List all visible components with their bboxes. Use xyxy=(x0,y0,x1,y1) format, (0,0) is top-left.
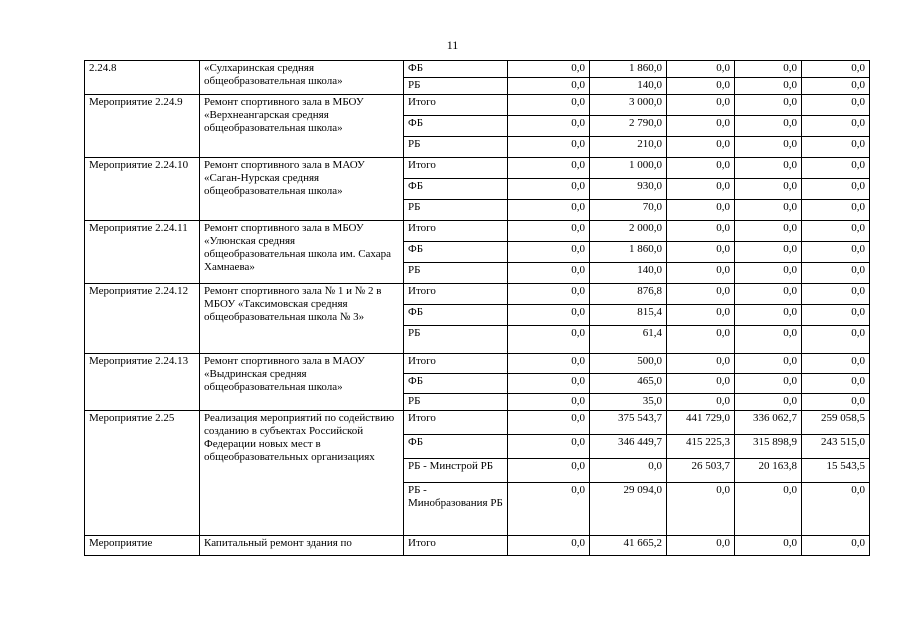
budget-table xyxy=(84,60,870,556)
amount-cell: 0,0 xyxy=(667,179,735,200)
amount-cell: 0,0 xyxy=(735,200,802,221)
measure-code-cell: Мероприятие 2.24.13 xyxy=(85,354,200,411)
amount-cell: 336 062,7 xyxy=(735,411,802,435)
amount-cell: 0,0 xyxy=(735,305,802,326)
funding-source-cell: Итого xyxy=(404,95,508,116)
amount-cell: 0,0 xyxy=(508,116,590,137)
funding-source-cell: Итого xyxy=(404,221,508,242)
amount-cell: 375 543,7 xyxy=(590,411,667,435)
amount-cell: 0,0 xyxy=(667,284,735,305)
amount-cell: 0,0 xyxy=(667,263,735,284)
amount-cell: 0,0 xyxy=(735,284,802,305)
amount-cell: 0,0 xyxy=(802,95,870,116)
amount-cell: 0,0 xyxy=(802,284,870,305)
funding-source-cell: РБ xyxy=(404,137,508,158)
amount-cell: 0,0 xyxy=(802,354,870,374)
amount-cell: 0,0 xyxy=(667,483,735,536)
measure-code-cell: Мероприятие 2.24.9 xyxy=(85,95,200,158)
amount-cell: 243 515,0 xyxy=(802,435,870,459)
amount-cell: 0,0 xyxy=(802,61,870,78)
table-row xyxy=(85,536,870,556)
amount-cell: 0,0 xyxy=(590,459,667,483)
amount-cell: 0,0 xyxy=(802,116,870,137)
amount-cell: 0,0 xyxy=(802,78,870,95)
funding-source-cell: Итого xyxy=(404,284,508,305)
amount-cell: 930,0 xyxy=(590,179,667,200)
measure-description-cell: Капитальный ремонт здания по xyxy=(200,536,404,556)
amount-cell: 0,0 xyxy=(508,263,590,284)
funding-source-cell: Итого xyxy=(404,411,508,435)
amount-cell: 0,0 xyxy=(802,374,870,394)
amount-cell: 140,0 xyxy=(590,78,667,95)
amount-cell: 210,0 xyxy=(590,137,667,158)
table-row xyxy=(85,411,870,435)
amount-cell: 0,0 xyxy=(802,158,870,179)
measure-description-cell: Ремонт спортивного зала № 1 и № 2 в МБОУ «Таксимовская средняя общеобразовательная школа № 3» xyxy=(200,284,404,354)
amount-cell: 0,0 xyxy=(508,354,590,374)
amount-cell: 0,0 xyxy=(667,305,735,326)
table-row xyxy=(85,158,870,179)
amount-cell: 0,0 xyxy=(508,394,590,411)
amount-cell: 0,0 xyxy=(667,326,735,354)
measure-code-cell: 2.24.8 xyxy=(85,61,200,95)
amount-cell: 3 000,0 xyxy=(590,95,667,116)
amount-cell: 0,0 xyxy=(802,221,870,242)
amount-cell: 0,0 xyxy=(735,221,802,242)
amount-cell: 0,0 xyxy=(667,374,735,394)
amount-cell: 0,0 xyxy=(508,95,590,116)
amount-cell: 0,0 xyxy=(802,263,870,284)
funding-source-cell: Итого xyxy=(404,158,508,179)
amount-cell: 876,8 xyxy=(590,284,667,305)
amount-cell: 0,0 xyxy=(802,536,870,556)
funding-source-cell: Итого xyxy=(404,354,508,374)
amount-cell: 0,0 xyxy=(508,435,590,459)
amount-cell: 0,0 xyxy=(802,394,870,411)
amount-cell: 1 860,0 xyxy=(590,242,667,263)
amount-cell: 0,0 xyxy=(735,374,802,394)
amount-cell: 70,0 xyxy=(590,200,667,221)
amount-cell: 0,0 xyxy=(735,78,802,95)
amount-cell: 0,0 xyxy=(667,200,735,221)
measure-description-cell: Ремонт спортивного зала в МАОУ «Саган-Нурская средняя общеобразовательная школа» xyxy=(200,158,404,221)
amount-cell: 0,0 xyxy=(667,116,735,137)
amount-cell: 0,0 xyxy=(735,242,802,263)
table-row xyxy=(85,61,870,78)
funding-source-cell: Итого xyxy=(404,536,508,556)
amount-cell: 2 790,0 xyxy=(590,116,667,137)
amount-cell: 0,0 xyxy=(802,179,870,200)
measure-code-cell: Мероприятие 2.24.12 xyxy=(85,284,200,354)
amount-cell: 26 503,7 xyxy=(667,459,735,483)
measure-description-cell: Реализация мероприятий по содействию созданию в субъектах Российской Федерации новых мест в общеобразовательных организациях xyxy=(200,411,404,536)
funding-source-cell: РБ xyxy=(404,326,508,354)
amount-cell: 0,0 xyxy=(667,354,735,374)
measure-code-cell: Мероприятие xyxy=(85,536,200,556)
amount-cell: 500,0 xyxy=(590,354,667,374)
amount-cell: 140,0 xyxy=(590,263,667,284)
funding-source-cell: ФБ xyxy=(404,179,508,200)
amount-cell: 0,0 xyxy=(508,242,590,263)
amount-cell: 0,0 xyxy=(802,305,870,326)
amount-cell: 0,0 xyxy=(802,200,870,221)
amount-cell: 0,0 xyxy=(735,354,802,374)
amount-cell: 0,0 xyxy=(508,78,590,95)
amount-cell: 0,0 xyxy=(508,536,590,556)
amount-cell: 0,0 xyxy=(735,116,802,137)
amount-cell: 0,0 xyxy=(735,536,802,556)
measure-description-cell: Ремонт спортивного зала в МБОУ «Верхнеангарская средняя общеобразовательная школа» xyxy=(200,95,404,158)
measure-description-cell: Ремонт спортивного зала в МБОУ «Улюнская средняя общеобразовательная школа им. Сахара Хамнаева» xyxy=(200,221,404,284)
table-row xyxy=(85,354,870,374)
amount-cell: 0,0 xyxy=(802,483,870,536)
funding-source-cell: ФБ xyxy=(404,242,508,263)
amount-cell: 465,0 xyxy=(590,374,667,394)
amount-cell: 1 860,0 xyxy=(590,61,667,78)
amount-cell: 0,0 xyxy=(667,536,735,556)
amount-cell: 0,0 xyxy=(667,137,735,158)
amount-cell: 2 000,0 xyxy=(590,221,667,242)
amount-cell: 61,4 xyxy=(590,326,667,354)
funding-source-cell: РБ xyxy=(404,394,508,411)
amount-cell: 0,0 xyxy=(735,137,802,158)
amount-cell: 0,0 xyxy=(735,95,802,116)
measure-description-cell: Ремонт спортивного зала в МАОУ «Выдринская средняя общеобразовательная школа» xyxy=(200,354,404,411)
amount-cell: 0,0 xyxy=(508,137,590,158)
amount-cell: 29 094,0 xyxy=(590,483,667,536)
amount-cell: 0,0 xyxy=(667,95,735,116)
amount-cell: 0,0 xyxy=(508,411,590,435)
amount-cell: 0,0 xyxy=(735,326,802,354)
amount-cell: 0,0 xyxy=(735,61,802,78)
amount-cell: 0,0 xyxy=(508,305,590,326)
amount-cell: 259 058,5 xyxy=(802,411,870,435)
amount-cell: 0,0 xyxy=(802,326,870,354)
measure-code-cell: Мероприятие 2.24.11 xyxy=(85,221,200,284)
table-row xyxy=(85,221,870,242)
measure-description-cell: «Сулхаринская средняя общеобразовательная школа» xyxy=(200,61,404,95)
funding-source-cell: РБ xyxy=(404,263,508,284)
funding-source-cell: ФБ xyxy=(404,305,508,326)
funding-source-cell: РБ - Минстрой РБ xyxy=(404,459,508,483)
measure-code-cell: Мероприятие 2.24.10 xyxy=(85,158,200,221)
amount-cell: 0,0 xyxy=(508,221,590,242)
amount-cell: 0,0 xyxy=(735,263,802,284)
page-number: 11 xyxy=(446,38,459,52)
amount-cell: 0,0 xyxy=(667,242,735,263)
amount-cell: 0,0 xyxy=(667,394,735,411)
amount-cell: 20 163,8 xyxy=(735,459,802,483)
amount-cell: 41 665,2 xyxy=(590,536,667,556)
amount-cell: 0,0 xyxy=(508,61,590,78)
funding-source-cell: РБ xyxy=(404,200,508,221)
table-row xyxy=(85,284,870,305)
amount-cell: 0,0 xyxy=(802,242,870,263)
amount-cell: 0,0 xyxy=(735,158,802,179)
amount-cell: 0,0 xyxy=(508,459,590,483)
funding-source-cell: ФБ xyxy=(404,374,508,394)
amount-cell: 35,0 xyxy=(590,394,667,411)
amount-cell: 15 543,5 xyxy=(802,459,870,483)
amount-cell: 0,0 xyxy=(667,158,735,179)
amount-cell: 1 000,0 xyxy=(590,158,667,179)
amount-cell: 0,0 xyxy=(735,394,802,411)
amount-cell: 0,0 xyxy=(802,137,870,158)
amount-cell: 441 729,0 xyxy=(667,411,735,435)
funding-source-cell: ФБ xyxy=(404,435,508,459)
amount-cell: 0,0 xyxy=(735,179,802,200)
amount-cell: 0,0 xyxy=(508,158,590,179)
amount-cell: 0,0 xyxy=(508,284,590,305)
amount-cell: 0,0 xyxy=(667,221,735,242)
amount-cell: 0,0 xyxy=(667,78,735,95)
funding-source-cell: ФБ xyxy=(404,116,508,137)
funding-source-cell: ФБ xyxy=(404,61,508,78)
funding-source-cell: РБ xyxy=(404,78,508,95)
amount-cell: 0,0 xyxy=(508,179,590,200)
amount-cell: 315 898,9 xyxy=(735,435,802,459)
amount-cell: 815,4 xyxy=(590,305,667,326)
funding-source-cell: РБ - Минобразования РБ xyxy=(404,483,508,536)
amount-cell: 0,0 xyxy=(735,483,802,536)
amount-cell: 0,0 xyxy=(508,326,590,354)
measure-code-cell: Мероприятие 2.25 xyxy=(85,411,200,536)
amount-cell: 0,0 xyxy=(667,61,735,78)
table-row xyxy=(85,95,870,116)
amount-cell: 0,0 xyxy=(508,200,590,221)
amount-cell: 346 449,7 xyxy=(590,435,667,459)
amount-cell: 0,0 xyxy=(508,374,590,394)
amount-cell: 415 225,3 xyxy=(667,435,735,459)
amount-cell: 0,0 xyxy=(508,483,590,536)
